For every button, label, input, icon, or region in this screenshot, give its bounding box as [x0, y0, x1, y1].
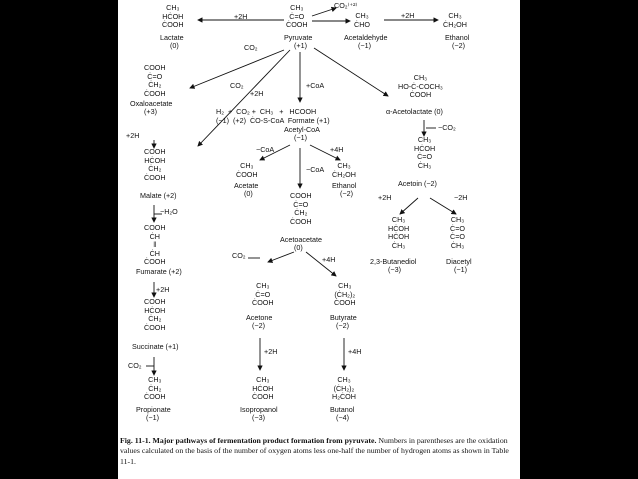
oxaloacetate-formula: COOH Ċ=O ĊH₂ ĊOOH: [144, 63, 166, 98]
label-plus4h-b: +4H: [322, 255, 336, 264]
label-plus2h-f: +2H: [156, 285, 170, 294]
acetate-formula: CH₃ ĊOOH: [236, 161, 258, 179]
label-plus-coa: +CoA: [306, 81, 325, 90]
label-co2-b: CO₂: [230, 81, 244, 90]
butyrate-name: Butyrate: [330, 313, 357, 322]
arrow-acetoacetate-acetone: [268, 252, 294, 262]
acetolactate-name: α-Acetolactate (0): [386, 107, 443, 116]
ethanol-mid-ox: (−2): [340, 189, 353, 198]
isopropanol-formula: CH₃ HĊOH ĊOOH: [252, 375, 274, 402]
butanol-ox: (−4): [336, 413, 349, 422]
isopropanol-ox: (−3): [252, 413, 265, 422]
butyrate-ox: (−2): [336, 321, 349, 330]
succinate-formula: COOH HĊOH ĊH₂ ĊOOH: [144, 297, 166, 332]
label-plus2h-d: +2H: [126, 131, 140, 140]
butanediol-name: 2,3-Butanediol: [370, 257, 417, 266]
acetone-name: Acetone: [246, 313, 273, 322]
acetylcoa-ox: (−1): [294, 133, 307, 142]
label-minus-co2: −CO₂: [438, 123, 456, 132]
lactate-ox: (0): [170, 41, 179, 50]
arrow-acetoin-butanediol: [400, 198, 418, 214]
caption-title: Fig. 11-1. Major pathways of fermentation product formation from pyruvate.: [120, 436, 377, 445]
acetoin-name: Acetoin (−2): [398, 179, 437, 188]
butanediol-ox: (−3): [388, 265, 401, 274]
oxaloacetate-ox: (+3): [144, 107, 157, 116]
label-minus-h2o: −H₂O: [160, 207, 178, 216]
figure-caption: [120, 436, 518, 467]
butanol-formula: CH₃ (ĊH₂)₂ H₂ĊOH: [332, 375, 356, 402]
propionate-name: Propionate: [136, 405, 171, 414]
label-plus2h-b: +2H: [401, 11, 415, 20]
caption-body: Numbers in parentheses are the oxidation values calculated on the basis of the number of oxygen atoms less one-half the number of hydrogen atoms as shown in Table 11-1.: [120, 436, 509, 466]
left-letterbox: [0, 0, 118, 479]
propionate-ox: (−1): [146, 413, 159, 422]
diacetyl-name: Diacetyl: [446, 257, 472, 266]
arrow-pyruvate-acetolactate: [314, 48, 388, 96]
right-letterbox: [520, 0, 638, 479]
label-minus-coa-b: −CoA: [306, 165, 325, 174]
ethanol-top-formula: CH₃ ĊH₂OH: [443, 11, 467, 29]
acetoin-formula: CH₃ HĊOH Ċ=O ĊH₃: [414, 135, 436, 170]
malate-name: Malate (+2): [140, 191, 177, 200]
pyruvate-ox: (+1): [294, 41, 307, 50]
acetaldehyde-formula: CH₃ ĊHO: [354, 11, 370, 29]
label-co2-c: CO₂: [232, 251, 246, 260]
label-plus2h-g: +2H: [264, 347, 278, 356]
acetate-name: Acetate: [234, 181, 259, 190]
acetaldehyde-ox: (−1): [358, 41, 371, 50]
ethanol-top-ox: (−2): [452, 41, 465, 50]
acetone-formula: CH₃ Ċ=O ĊOOH: [252, 281, 274, 308]
acetate-ox: (0): [244, 189, 253, 198]
acetoacetate-formula: COOH Ċ=O ĊH₂ ĊOOH: [290, 191, 312, 226]
label-co2-a: CO₂: [244, 43, 258, 52]
isopropanol-name: Isopropanol: [240, 405, 278, 414]
label-minus-coa-a: −CoA: [256, 145, 275, 154]
succinate-name: Succinate (+1): [132, 342, 179, 351]
malate-formula: COOH HĊOH ĊH₂ ĊOOH: [144, 147, 166, 182]
diacetyl-ox: (−1): [454, 265, 467, 274]
oxaloacetate-name: Oxaloacetate: [130, 99, 173, 108]
label-plus2h-a: +2H: [234, 12, 248, 21]
acetone-ox: (−2): [252, 321, 265, 330]
arrow-pyruvate-co2: [312, 8, 336, 16]
arrow-pyruvate-malate: [198, 50, 290, 146]
acetolactate-formula: CH₃ HO-Ċ-COCH₃ ĊOOH: [398, 73, 443, 100]
ethanol-mid-name: Ethanol: [332, 181, 357, 190]
label-plus4h-a: +4H: [330, 145, 344, 154]
label-plus2h-e: +2H: [378, 193, 392, 202]
label-co2-d: CO₂: [128, 361, 142, 370]
acetoacetate-ox: (0): [294, 243, 303, 252]
label-plus2h-c: +2H: [250, 89, 264, 98]
lactate-name: Lactate: [160, 33, 184, 42]
acetylcoa-name: Acetyl-CoA: [284, 125, 320, 134]
butanediol-formula: CH₃ HĊOH HĊOH ĊH₃: [388, 215, 410, 250]
co2-top: CO₂⁽⁺²⁾: [334, 1, 358, 10]
fumarate-name: Fumarate (+2): [136, 267, 182, 276]
label-plus4h-c: +4H: [348, 347, 362, 356]
lactate-formula: CH₃ HĊOH ĊOOH: [162, 3, 184, 30]
cleavage-products: H₂ + CO₂ + CH₃ + HCOOH (−1) (+2) ĊO-S-CoA Formate (+1): [216, 107, 330, 125]
label-minus2h: −2H: [454, 193, 468, 202]
acetaldehyde-name: Acetaldehyde: [344, 33, 388, 42]
pyruvate-formula: CH₃ Ċ=O ĊOOH: [286, 3, 308, 30]
diacetyl-formula: CH₃ Ċ=O Ċ=O ĊH₃: [450, 215, 465, 250]
arrow-acetoin-diacetyl: [430, 198, 456, 214]
pyruvate-name: Pyruvate: [284, 33, 313, 42]
figure-panel: [118, 0, 520, 479]
ethanol-mid-formula: CH₃ ĊH₂OH: [332, 161, 356, 179]
fumarate-formula: COOH ĊH ‖ ĊH ĊOOH: [144, 223, 166, 267]
butyrate-formula: CH₃ (ĊH₂)₂ ĊOOH: [334, 281, 356, 308]
acetoacetate-name: Acetoacetate: [280, 235, 322, 244]
ethanol-top-name: Ethanol: [445, 33, 470, 42]
propionate-formula: CH₃ ĊH₂ ĊOOH: [144, 375, 166, 402]
butanol-name: Butanol: [330, 405, 355, 414]
